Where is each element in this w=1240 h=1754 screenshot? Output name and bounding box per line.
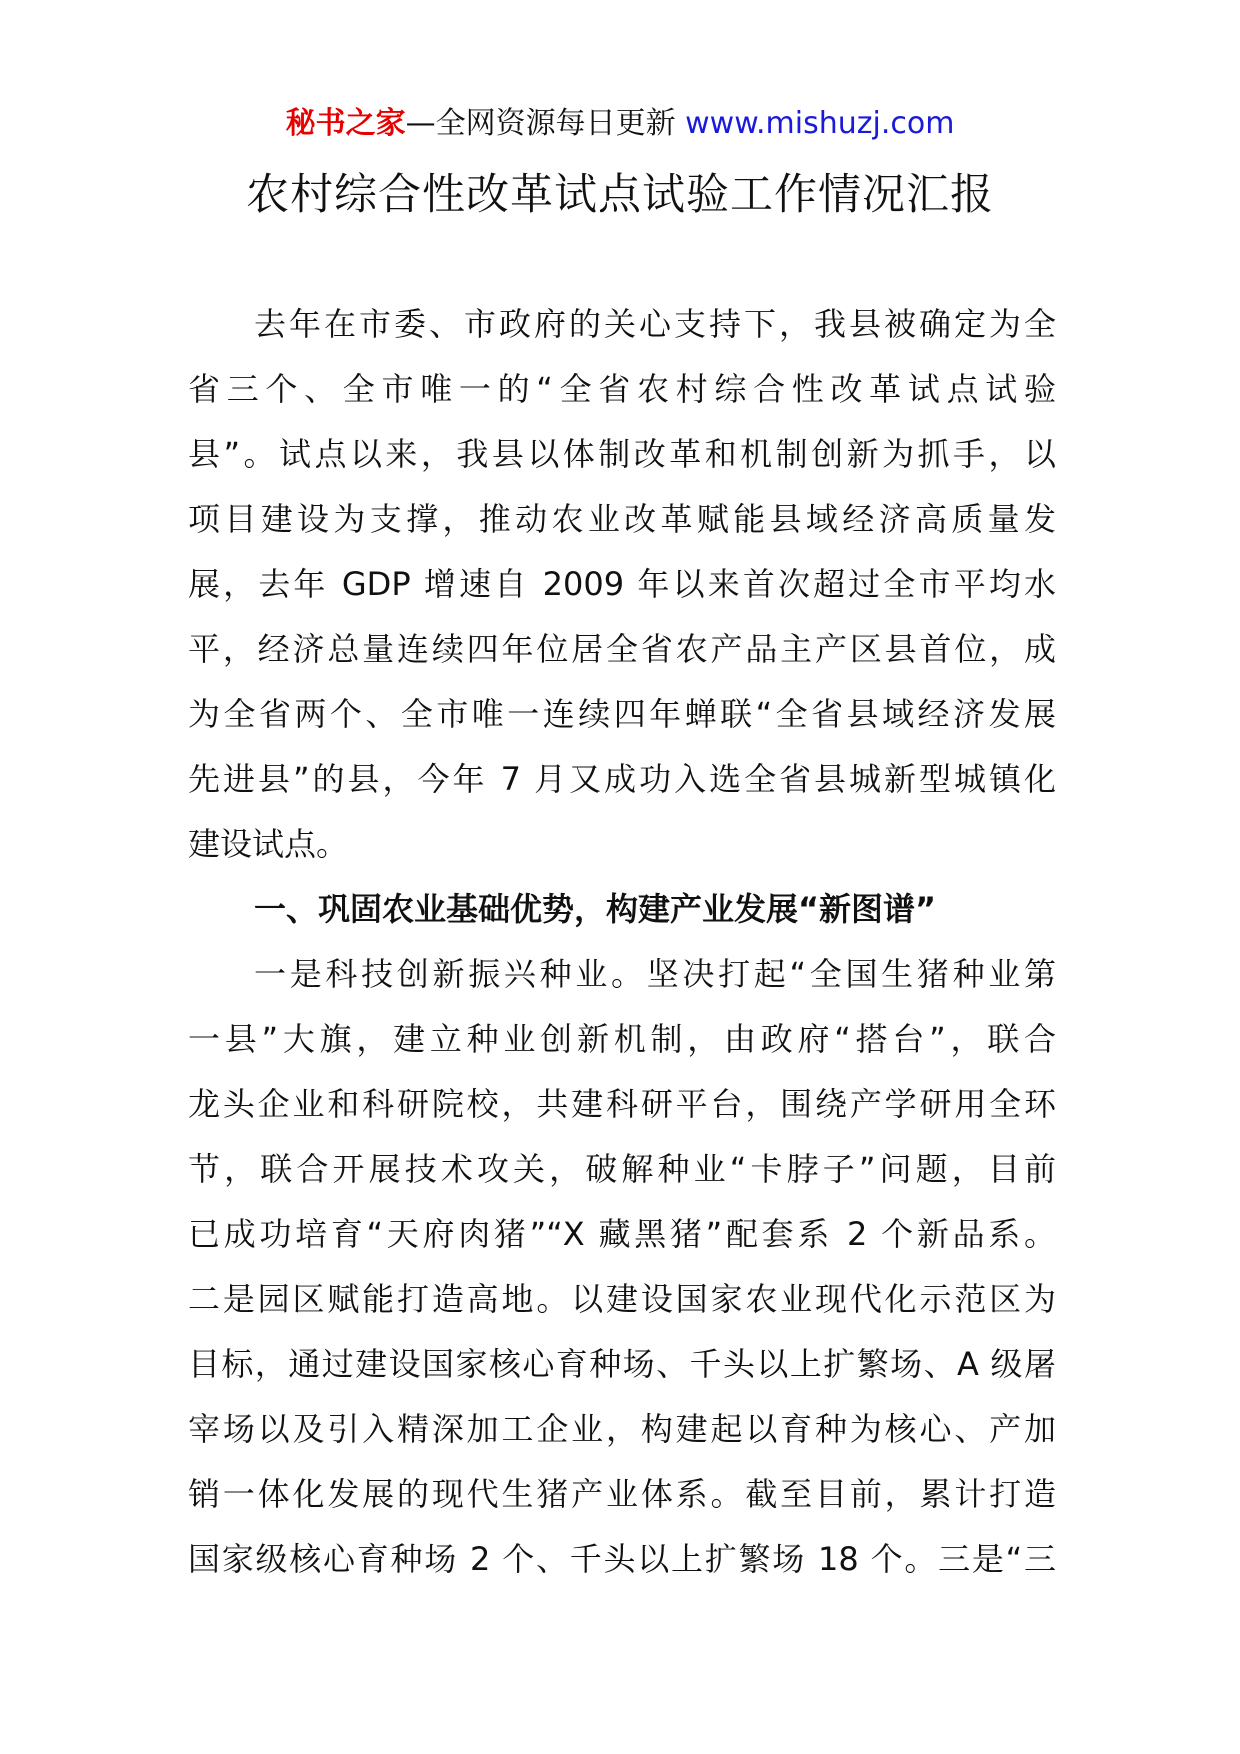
- body-line: 省三个、全市唯一的“全省农村综合性改革试点试验: [188, 370, 1056, 408]
- document-body: [188, 292, 1056, 1592]
- section-heading: 一、巩固农业基础优势，构建产业发展“新图谱”: [254, 890, 937, 928]
- body-line: 去年在市委、市政府的关心支持下，我县被确定为全: [254, 305, 1056, 343]
- header-tagline: —全网资源每日更新: [405, 106, 686, 141]
- body-line: 龙头企业和科研院校，共建科研平台，围绕产学研用全环: [188, 1085, 1056, 1123]
- body-line: 宰场以及引入精深加工企业，构建起以育种为核心、产加: [188, 1410, 1056, 1448]
- body-line: 建设试点。: [188, 825, 349, 863]
- body-line: 平，经济总量连续四年位居全省农产品主产区县首位，成: [188, 630, 1056, 668]
- body-line: 项目建设为支撑，推动农业改革赋能县域经济高质量发: [188, 500, 1056, 538]
- body-line: 为全省两个、全市唯一连续四年蝉联“全省县域经济发展: [188, 695, 1056, 733]
- body-line: 已成功培育“天府肉猪”“X 藏黑猪”配套系 2 个新品系。: [188, 1215, 1056, 1253]
- body-line: 展，去年 GDP 增速自 2009 年以来首次超过全市平均水: [188, 565, 1056, 603]
- body-line: 县”。试点以来，我县以体制改革和机制创新为抓手，以: [188, 435, 1056, 473]
- brand-name: 秘书之家: [285, 106, 406, 141]
- body-line: 一县”大旗，建立种业创新机制，由政府“搭台”，联合: [188, 1020, 1056, 1058]
- site-url-link[interactable]: www.mishuzj.com: [685, 106, 955, 141]
- body-line: 先进县”的县，今年 7 月又成功入选全省县城新型城镇化: [188, 760, 1056, 798]
- body-line: 一是科技创新振兴种业。坚决打起“全国生猪种业第: [254, 955, 1056, 993]
- body-line: 销一体化发展的现代生猪产业体系。截至目前，累计打造: [188, 1475, 1056, 1513]
- document-title: 农村综合性改革试点试验工作情况汇报: [246, 170, 994, 220]
- body-line: 目标，通过建设国家核心育种场、千头以上扩繁场、A 级屠: [188, 1345, 1056, 1383]
- site-header: [0, 104, 1240, 144]
- body-line: 国家级核心育种场 2 个、千头以上扩繁场 18 个。三是“三: [188, 1540, 1056, 1578]
- body-line: 节，联合开展技术攻关，破解种业“卡脖子”问题，目前: [188, 1150, 1056, 1188]
- body-line: 二是园区赋能打造高地。以建设国家农业现代化示范区为: [188, 1280, 1056, 1318]
